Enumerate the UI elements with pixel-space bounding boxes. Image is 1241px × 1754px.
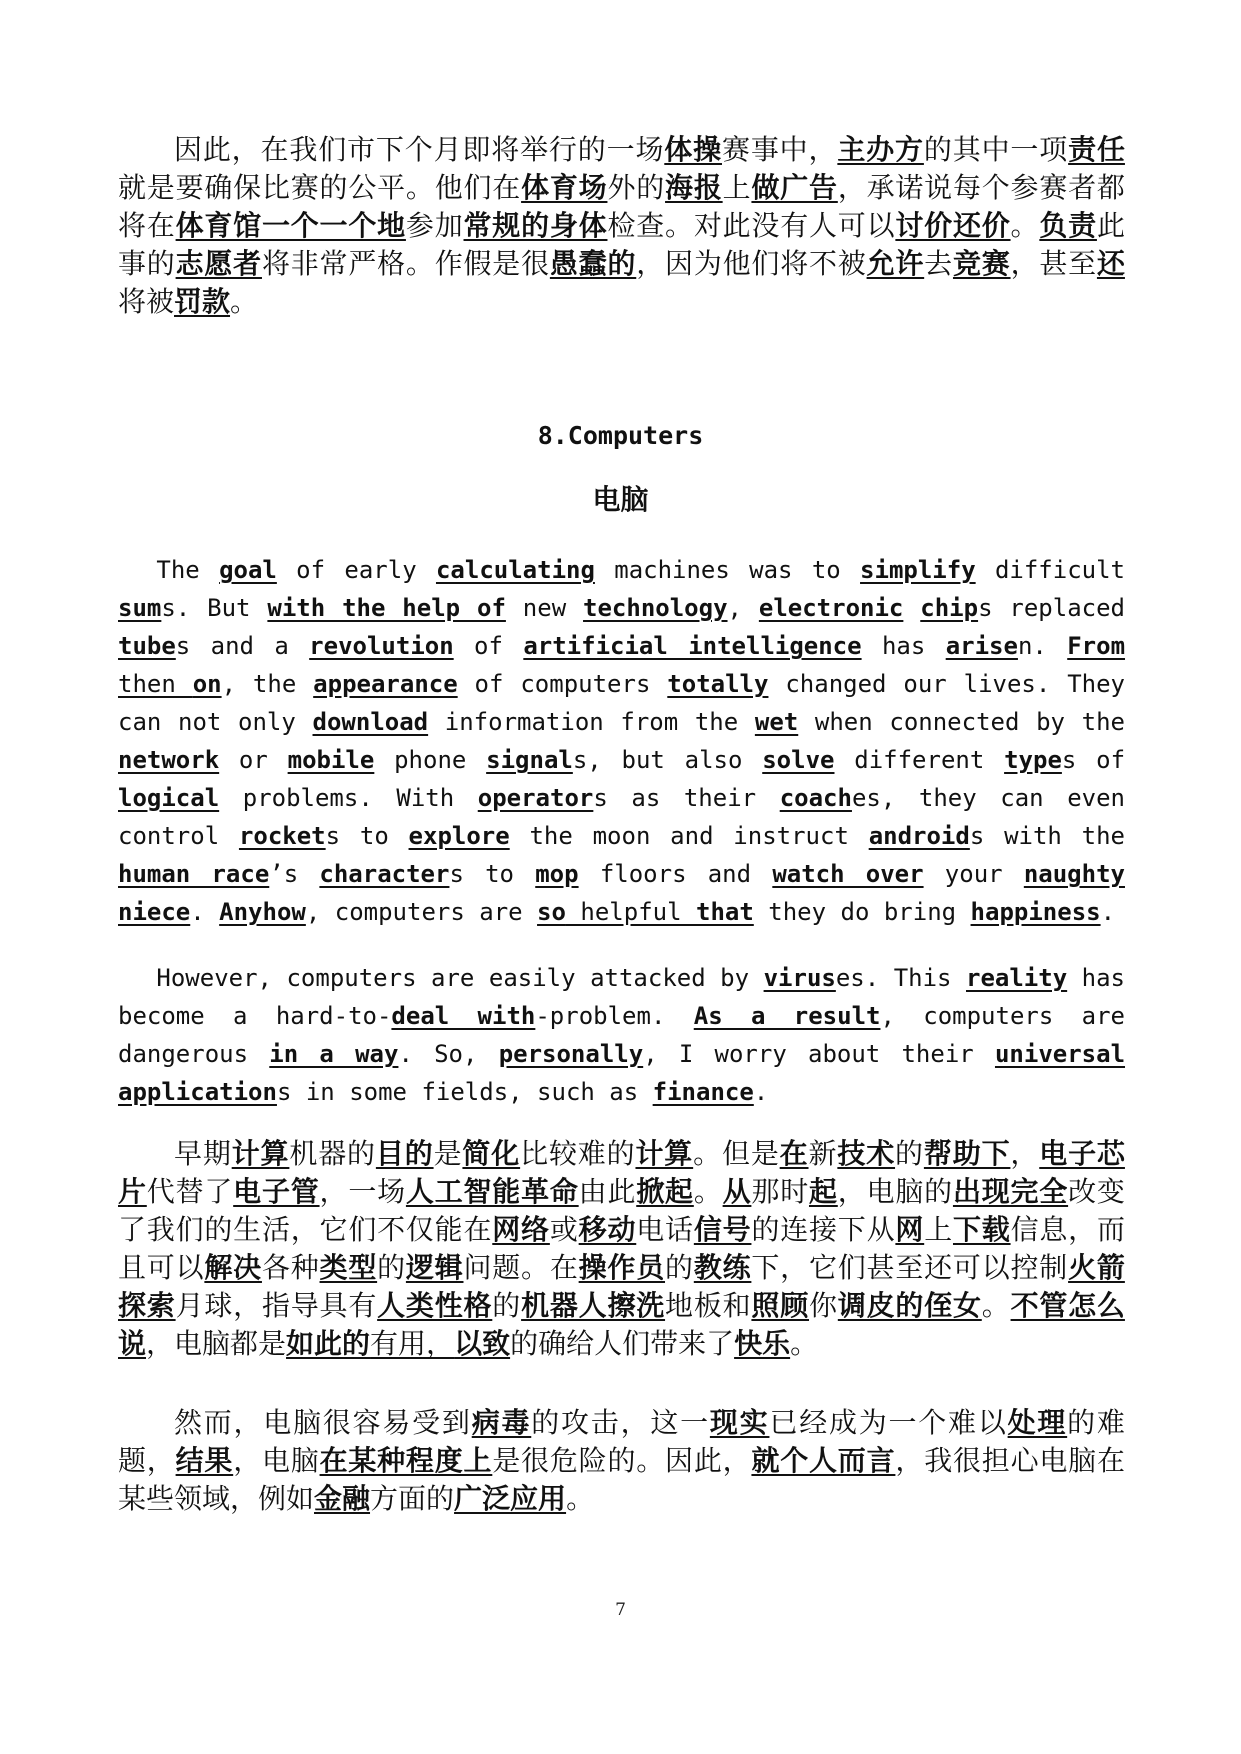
text-run: s replaced (978, 594, 1125, 622)
vocab-term: artificial intelligence (523, 632, 862, 660)
text-run: 电话 (636, 1213, 694, 1246)
text-run: your (923, 860, 1024, 888)
text-run: 的 (665, 1251, 694, 1284)
text-run: 。 (230, 285, 259, 318)
text-run: ，甚至 (1010, 247, 1097, 280)
vocab-term: tube (118, 632, 176, 660)
vocab-term: 竞赛 (952, 247, 1011, 280)
paragraph-zh-intro (118, 131, 1125, 321)
vocab-term: 就个人而言 (751, 1444, 896, 1477)
text-run: 新 (808, 1137, 838, 1170)
vocab-term: 解决 (204, 1251, 262, 1284)
text-run: new (505, 594, 584, 622)
text-run: 参加 (405, 209, 464, 242)
text-run: s in some fields, such as (276, 1078, 653, 1106)
vocab-term: 海报 (665, 171, 723, 204)
vocab-term: 愚蠢的 (549, 247, 637, 280)
vocab-term: 人工智能革命 (405, 1175, 579, 1208)
vocab-term: 在 (779, 1137, 809, 1170)
vocab-term: 掀起 (636, 1175, 694, 1208)
vocab-term: 起 (808, 1175, 838, 1208)
section-title-zh: 电脑 (592, 483, 649, 516)
text-run: 的难题， (118, 1406, 1125, 1477)
vocab-term: universal (994, 1040, 1126, 1068)
vocab-term: 金融 (314, 1482, 371, 1515)
text-run: has (861, 632, 946, 660)
text-run: ， (1010, 1137, 1040, 1170)
text-run: 的攻击，这一 (531, 1406, 710, 1439)
vocab-term: 体育场 (521, 171, 608, 204)
vocab-term: 体操 (664, 133, 722, 166)
text-run: s with the (969, 822, 1125, 850)
text-run: . (753, 1078, 769, 1106)
text-run: 去 (924, 247, 953, 280)
vocab-term: 在某种程度上 (319, 1444, 493, 1477)
text-run: ，承诺说每个参赛者都将在 (118, 171, 1125, 242)
vocab-term: niece (118, 898, 191, 926)
text-run: 各种 (261, 1251, 320, 1284)
vocab-term: explore (408, 822, 510, 850)
text-run: 的其中一项 (923, 133, 1069, 166)
text-run: of early (276, 556, 436, 584)
text-run: ，电脑的 (837, 1175, 953, 1208)
text-run: es. This (835, 964, 966, 992)
vocab-term: technology (583, 594, 728, 622)
vocab-term: 讨价还价 (895, 209, 1011, 242)
vocab-term: type (1004, 746, 1062, 774)
text-run: s. But (161, 594, 268, 622)
text-run: The (156, 556, 220, 584)
paragraph-zh-2 (118, 1404, 1125, 1518)
vocab-term: then (118, 670, 193, 698)
text-run: 的 (492, 1289, 522, 1322)
vocab-term: 快乐 (734, 1327, 791, 1360)
text-run: ，我很担心电脑在某些领域，例如 (118, 1444, 1125, 1515)
text-run: 。但是 (693, 1137, 780, 1170)
paragraph-en-2 (118, 959, 1125, 1111)
text-run: s to (325, 822, 409, 850)
vocab-term: 下载 (952, 1213, 1011, 1246)
vocab-term: 机器人擦洗 (521, 1289, 666, 1322)
vocab-term: 目的 (375, 1137, 434, 1170)
text-run: 。 (693, 1175, 723, 1208)
text-run: machines was to (594, 556, 861, 584)
text-run: s to (449, 860, 536, 888)
vocab-term: network (118, 746, 220, 774)
vocab-term: appearance (313, 670, 458, 698)
text-run: 然而，电脑很容易受到 (174, 1406, 472, 1439)
text-run: 比较难的 (520, 1137, 636, 1170)
vocab-term: 简化 (462, 1137, 521, 1170)
text-run: 上 (722, 171, 752, 204)
text-run: the moon and instruct (509, 822, 869, 850)
vocab-term: totally (667, 670, 769, 698)
text-run: ，因为他们将不被 (636, 247, 867, 280)
text-run: 那时 (751, 1175, 809, 1208)
text-run: s as their (593, 784, 780, 812)
vocab-term: 计算 (231, 1137, 290, 1170)
vocab-term: 照顾 (751, 1289, 810, 1322)
vocab-term: 帮助下 (923, 1137, 1011, 1170)
vocab-term: 网络 (492, 1213, 550, 1246)
text-run: ，一场 (319, 1175, 406, 1208)
text-run: 是很危险的。因此， (492, 1444, 752, 1477)
vocab-term: 主办方 (837, 133, 924, 166)
text-run: ，电脑 (233, 1444, 320, 1477)
page-number: 7 (615, 1600, 626, 1620)
vocab-term: simplify (860, 556, 976, 584)
text-run: difficult (975, 556, 1126, 584)
vocab-term: reality (966, 964, 1068, 992)
vocab-term: with the help of (267, 594, 506, 622)
text-run: 你 (809, 1289, 838, 1322)
vocab-term: coach (779, 784, 852, 812)
text-run: 已经成为一个难以 (769, 1406, 1008, 1439)
text-run: 将非常严格。作假是很 (261, 247, 550, 280)
text-run: 。 (790, 1327, 819, 1360)
text-run: 将被 (118, 285, 175, 318)
text-run: ’s (269, 860, 320, 888)
text-run: 早期 (174, 1137, 232, 1170)
vocab-term: 现实 (709, 1406, 770, 1439)
vocab-term: 信号 (693, 1213, 752, 1246)
text-run: s and a (175, 632, 310, 660)
text-run: -problem. (535, 1002, 694, 1030)
vocab-term: personally (498, 1040, 644, 1068)
vocab-term: 操作员 (578, 1251, 666, 1284)
vocab-term: revolution (309, 632, 454, 660)
vocab-term: calculating (435, 556, 595, 584)
vocab-term: sum (118, 594, 162, 622)
vocab-term: goal (219, 556, 277, 584)
text-run: . (1100, 898, 1116, 926)
vocab-term: that (696, 898, 754, 926)
vocab-term: 责任 (1068, 133, 1125, 166)
vocab-term: 不管怎么说 (118, 1289, 1125, 1360)
vocab-term: 有用， (370, 1327, 455, 1360)
text-run: of (453, 632, 524, 660)
vocab-term: 移动 (578, 1213, 637, 1246)
vocab-term: mop (535, 860, 579, 888)
text-run: or (219, 746, 288, 774)
vocab-term: 病毒 (471, 1406, 532, 1439)
text-run: 机器的 (289, 1137, 376, 1170)
vocab-term: signal (486, 746, 573, 774)
vocab-term: happiness (970, 898, 1101, 926)
vocab-term: on (192, 670, 222, 698)
vocab-term: 做广告 (751, 171, 838, 204)
text-run: they do bring (753, 898, 971, 926)
vocab-term: 逻辑 (405, 1251, 464, 1284)
vocab-term: 结果 (175, 1444, 234, 1477)
vocab-term: 教练 (693, 1251, 752, 1284)
vocab-term: 常规的身体 (463, 209, 608, 242)
text-run: floors and (578, 860, 773, 888)
text-run: 月球，指导具有 (175, 1289, 378, 1322)
vocab-term: mobile (287, 746, 375, 774)
vocab-term: 广泛应用 (454, 1482, 567, 1515)
text-run: 因此，在我们市下个月即将举行的一场 (174, 133, 665, 166)
paragraph-zh-1 (118, 1135, 1125, 1363)
text-run: when connected by the (798, 708, 1125, 736)
vocab-term: rocket (238, 822, 326, 850)
vocab-term: 出现完全 (952, 1175, 1069, 1208)
vocab-term: android (868, 822, 970, 850)
vocab-term: naughty (1023, 860, 1125, 888)
text-run: . So, (398, 1040, 499, 1068)
vocab-term: 如此的 (286, 1327, 371, 1360)
text-run: information from the (428, 708, 755, 736)
vocab-term: 网 (895, 1213, 925, 1246)
text-run: has become a hard-to- (118, 964, 1126, 1030)
vocab-term: From (1067, 632, 1126, 660)
vocab-term: virus (763, 964, 836, 992)
vocab-term: Anyhow (219, 898, 306, 926)
text-run: 信息，而且可以 (118, 1213, 1125, 1284)
text-run: ，电脑都是 (146, 1327, 287, 1360)
text-run: n. (1017, 632, 1068, 660)
vocab-term: application (118, 1078, 277, 1106)
vocab-term: logical (118, 784, 220, 812)
vocab-term: 以致 (454, 1327, 511, 1360)
vocab-term: deal with (391, 1002, 536, 1030)
vocab-term: watch over (772, 860, 924, 888)
text-run: 赛事中， (721, 133, 838, 166)
vocab-term: 火箭探索 (118, 1251, 1125, 1322)
vocab-term: human race (118, 860, 270, 888)
text-run: problems. With (219, 784, 478, 812)
vocab-term: finance (652, 1078, 754, 1106)
vocab-term: 电子芯片 (118, 1137, 1125, 1208)
text-run: 代替了 (146, 1175, 234, 1208)
vocab-term: 电子管 (233, 1175, 320, 1208)
vocab-term: chip (920, 594, 979, 622)
vocab-term: character (319, 860, 450, 888)
text-run: 此事的 (118, 209, 1125, 280)
text-run: 问题。在 (463, 1251, 579, 1284)
vocab-term: 还 (1096, 247, 1125, 280)
text-run: 检查。对此没有人可以 (607, 209, 896, 242)
vocab-term: 人类性格 (377, 1289, 493, 1322)
text-run: 是 (433, 1137, 463, 1170)
text-run: phone (374, 746, 487, 774)
vocab-term: so (537, 898, 566, 926)
vocab-term: 处理 (1007, 1406, 1068, 1439)
text-run: 。 (1010, 209, 1040, 242)
vocab-term: download (312, 708, 429, 736)
text-run: 下，它们甚至还可以控制 (751, 1251, 1069, 1284)
text-run: , computers are dangerous (118, 1002, 1125, 1068)
text-run: 方面的 (370, 1482, 455, 1515)
text-run: , I worry about their (643, 1040, 995, 1068)
text-run: 。 (981, 1289, 1011, 1322)
vocab-term: 志愿者 (175, 247, 262, 280)
text-run: 。 (566, 1482, 595, 1515)
text-run: 就是要确保比赛的公平。他们在 (118, 171, 522, 204)
vocab-term: 计算 (635, 1137, 694, 1170)
vocab-term: wet (754, 708, 799, 736)
text-run: different (834, 746, 1005, 774)
text-run (903, 594, 920, 622)
text-run: 的确给人们带来了 (510, 1327, 735, 1360)
text-run: 的 (377, 1251, 406, 1284)
vocab-term: 调皮的侄女 (837, 1289, 982, 1322)
vocab-term: 允许 (866, 247, 925, 280)
text-run: s of (1061, 746, 1126, 774)
text-run: 改变了我们的生活，它们不仅能在 (118, 1175, 1125, 1246)
text-run: 由此 (578, 1175, 637, 1208)
text-run: s, but also (572, 746, 763, 774)
text-run: changed our lives. They can not only (118, 670, 1125, 736)
vocab-term: in a way (269, 1040, 399, 1068)
text-run: , computers are (305, 898, 538, 926)
vocab-term: 体育馆一个一个地 (175, 209, 406, 242)
text-run: 的连接下从 (751, 1213, 896, 1246)
vocab-term: electronic (758, 594, 904, 622)
paragraph-en-1 (118, 551, 1125, 931)
vocab-term: operator (477, 784, 594, 812)
vocab-term: 技术 (837, 1137, 896, 1170)
text-run: , the (221, 670, 314, 698)
vocab-term: arise (945, 632, 1018, 660)
vocab-term: solve (762, 746, 835, 774)
text-run: 外的 (607, 171, 666, 204)
text-run: . (190, 898, 220, 926)
text-run: , (727, 594, 759, 622)
text-run: of computers (457, 670, 668, 698)
vocab-term: helpful (565, 898, 696, 926)
vocab-term: 类型 (319, 1251, 378, 1284)
section-title-en: 8.Computers (537, 421, 704, 450)
text-run: 上 (924, 1213, 953, 1246)
vocab-term: 罚款 (174, 285, 231, 318)
vocab-term: 从 (722, 1175, 752, 1208)
vocab-term: As a result (693, 1002, 881, 1030)
vocab-term: 负责 (1039, 209, 1097, 242)
text-run: 或 (549, 1213, 579, 1246)
text-run: es, they can even control (118, 784, 1125, 850)
text-run: 的 (895, 1137, 924, 1170)
text-run: However, computers are easily attacked by (156, 964, 764, 992)
text-run: 地板和 (665, 1289, 752, 1322)
